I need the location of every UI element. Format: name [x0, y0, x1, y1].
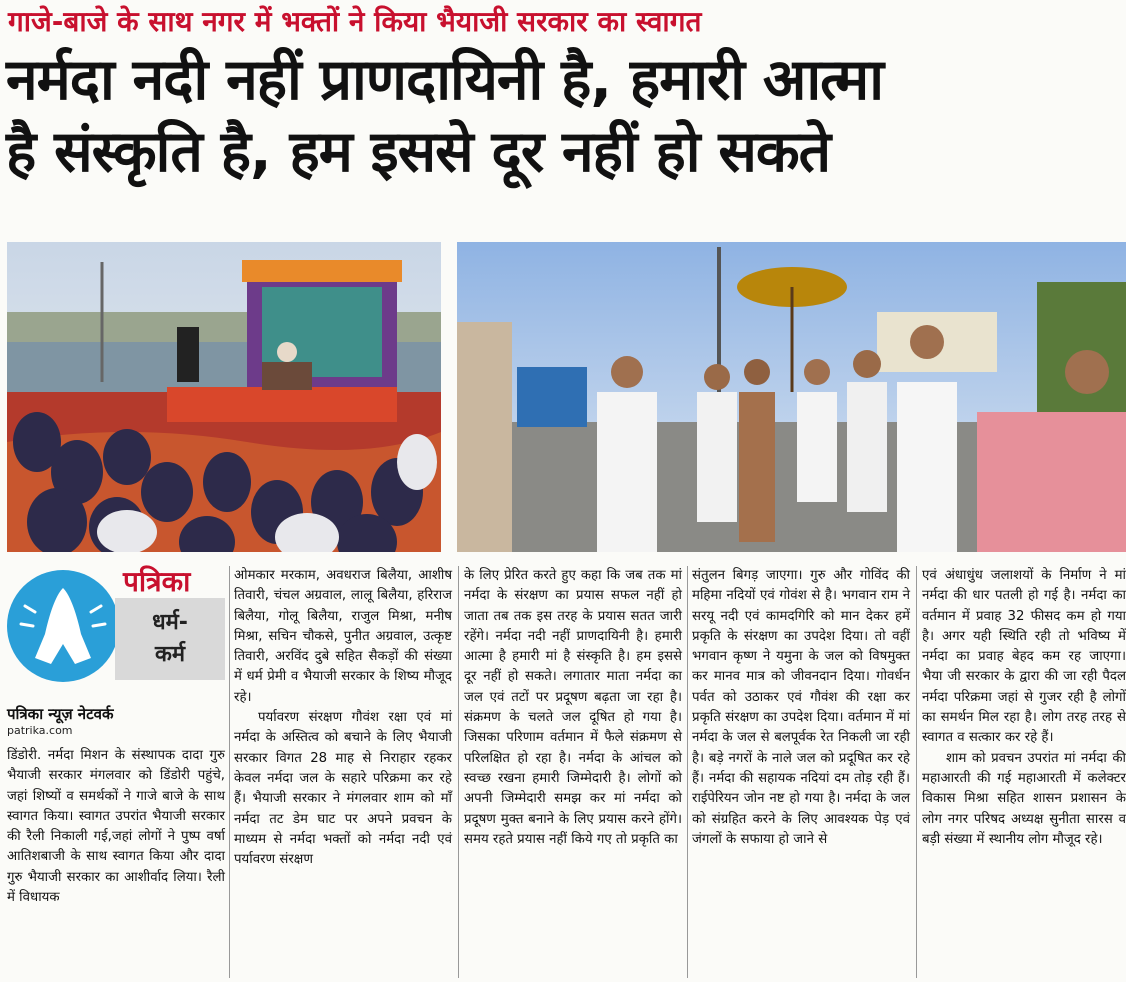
column-divider	[916, 566, 917, 978]
kicker-headline: गाजे-बाजे के साथ नगर में भक्तों ने किया भैयाजी सरकार का स्वागत	[8, 5, 702, 38]
badge-brand-name: पत्रिका	[123, 565, 191, 598]
stage-gathering-photo	[7, 242, 441, 552]
byline-name: पत्रिका न्यूज़ नेटवर्क	[7, 705, 114, 723]
main-headline	[6, 44, 1122, 188]
article-column-5	[922, 566, 1126, 850]
paragraph: के लिए प्रेरित करते हुए कहा कि जब तक मां नर्मदा के संरक्षण का प्रयास सफल नहीं हो जाता तब तक इस तरह के प्रयास सतत जारी रहेंगे। नर्मदा नदी नहीं प्राणदायिनी है। हमारी आत्मा है हमारी मां है संस्कृति है। हम इससे दूर नहीं हो सकते। लगातार माता नर्मदा का जल एवं तटों पर प्रदूषण बढ़ता जा रहा है। संक्रमण के चलते जल दूषित हो गया है। जिसका परिणाम वर्तमान में फैले संक्रमण से परिलक्षित हो रहा है। नर्मदा के आंचल को स्वच्छ रखना हमारी जिम्मेदारी है। लोगों को अपनी जिम्मेदारी समझ कर मां नर्मदा को प्रदूषण मुक्त बनाने के लिए प्रयास करने होंगे। समय रहते प्रयास नहीं किये गए तो प्रकृति का	[464, 568, 682, 847]
byline-site: patrika.com	[7, 724, 73, 737]
byline	[7, 704, 227, 737]
column-divider	[687, 566, 688, 978]
badge-label-line-2: कर्म	[154, 642, 186, 667]
paragraph: संतुलन बिगड़ जाएगा। गुरु और गोविंद की महिमा नदियों एवं गोवंश से है। भगवान राम ने सरयू नदी एवं कामदगिरि को मान देकर हमें प्रकृति के संरक्षण का उपदेश दिया। तो वहीं भगवान कृष्ण ने यमुना के जल को विषमुक्त कर मानव मात्र को जीवनदान दिया। गोवर्धन पर्वत को उठाकर एवं गौवंश की रक्षा कर प्रकृति संरक्षण का उपदेश दिया। वर्तमान में मां नर्मदा के जल से बलपूर्वक रेत निकली जा रही है। बड़े नगरों के नाले जल को प्रदूषित कर रहे हैं। नर्मदा की सहायक नदियां दम तोड़ रही हैं। राईपेरियन जोन नष्ट हो गया है। नर्मदा के जल को संग्रहित करने के लिए आवश्यक पेड़ एवं जंगलों के सफाया हो जाने से	[692, 568, 910, 847]
headline-line-2: है संस्कृति है, हम इससे दूर नहीं हो सकते	[6, 119, 831, 185]
badge-section-label	[115, 598, 225, 680]
column-divider	[229, 566, 230, 978]
paragraph: ओमकार मरकाम, अवधराज बिलैया, आशीष तिवारी, चंचल अग्रवाल, लालू बिलैया, हरिराज बिलैया, गोलू बिलैया, राजुल मिश्रा, मनीष मिश्रा, सचिन चौकसे, पुनीत अग्रवाल, उत्कृष्ट तिवारी, अरविंद दुबे सहित सैकड़ों की संख्या में धर्म प्रेमी व भैयाजी सरकार के शिष्य मौजूद रहे।	[234, 568, 452, 705]
badge-label-line-1: धर्म-	[152, 610, 188, 635]
paragraph: शाम को प्रवचन उपरांत मां नर्मदा की महाआरती की गई महाआरती में कलेक्टर विकास मिश्रा सहित शासन प्रशासन के लोग नगर परिषद अध्यक्ष सुनीता सारस व बड़ी संख्या में स्थानीय लोग मौजूद रहे।	[922, 750, 1126, 847]
folded-hands-icon	[5, 566, 125, 686]
paragraph: डिंडोरी. नर्मदा मिशन के संस्थापक दादा गुरु भैयाजी सरकार मंगलवार को डिंडोरी पहुंचे, जहां शिष्यों व समर्थकों ने गाजे बाजे के साथ स्वागत किया। स्वागत उपरांत भैयाजी सरकार की रैली निकाली गई,जहां लोगों ने पुष्प वर्षा आतिशबाजी के साथ स्वागत किया और दादा गुरु भैयाजी सरकार का आशीर्वाद लिया। रैली में विधायक	[7, 748, 225, 906]
column-divider	[458, 566, 459, 978]
paragraph: पर्यावरण संरक्षण गौवंश रक्षा एवं मां नर्मदा के अस्तित्व को बचाने के लिए भैयाजी सरकार विगत 28 माह से निराहार रहकर केवल नर्मदा जल के सहारे परिक्रमा कर रहे हैं। भैयाजी सरकार ने मंगलवार शाम को माँ नर्मदा तट डेम घाट पर अपने प्रवचन के माध्यम से नर्मदा भक्तों को नर्मदा नदी एवं पर्यावरण संरक्षण	[234, 710, 452, 868]
article-column-1	[7, 746, 225, 908]
paragraph: एवं अंधाधुंध जलाशयों के निर्माण ने मां नर्मदा की धार पतली हो गई है। नर्मदा का वर्तमान में प्रवाह 32 फीसद कम हो गया है। अगर यही स्थिति रही तो भविष्य में नर्मदा का प्रवाह बेहद कम रह जाएगा। भैया जी सरकार के द्वारा की जा रही पैदल नर्मदा परिक्रमा जहां से गुजर रही है लोगों का समर्थन मिल रहा है। लोग तरह तरह से स्वागत व सत्कार कर रहे हैं।	[922, 568, 1126, 746]
article-column-3	[464, 566, 682, 850]
article-column-2	[234, 566, 452, 870]
article-column-4	[692, 566, 910, 850]
procession-photo	[457, 242, 1126, 552]
dharm-karm-badge	[5, 566, 227, 688]
headline-line-1: नर्मदा नदी नहीं प्राणदायिनी है, हमारी आत्मा	[6, 47, 884, 113]
